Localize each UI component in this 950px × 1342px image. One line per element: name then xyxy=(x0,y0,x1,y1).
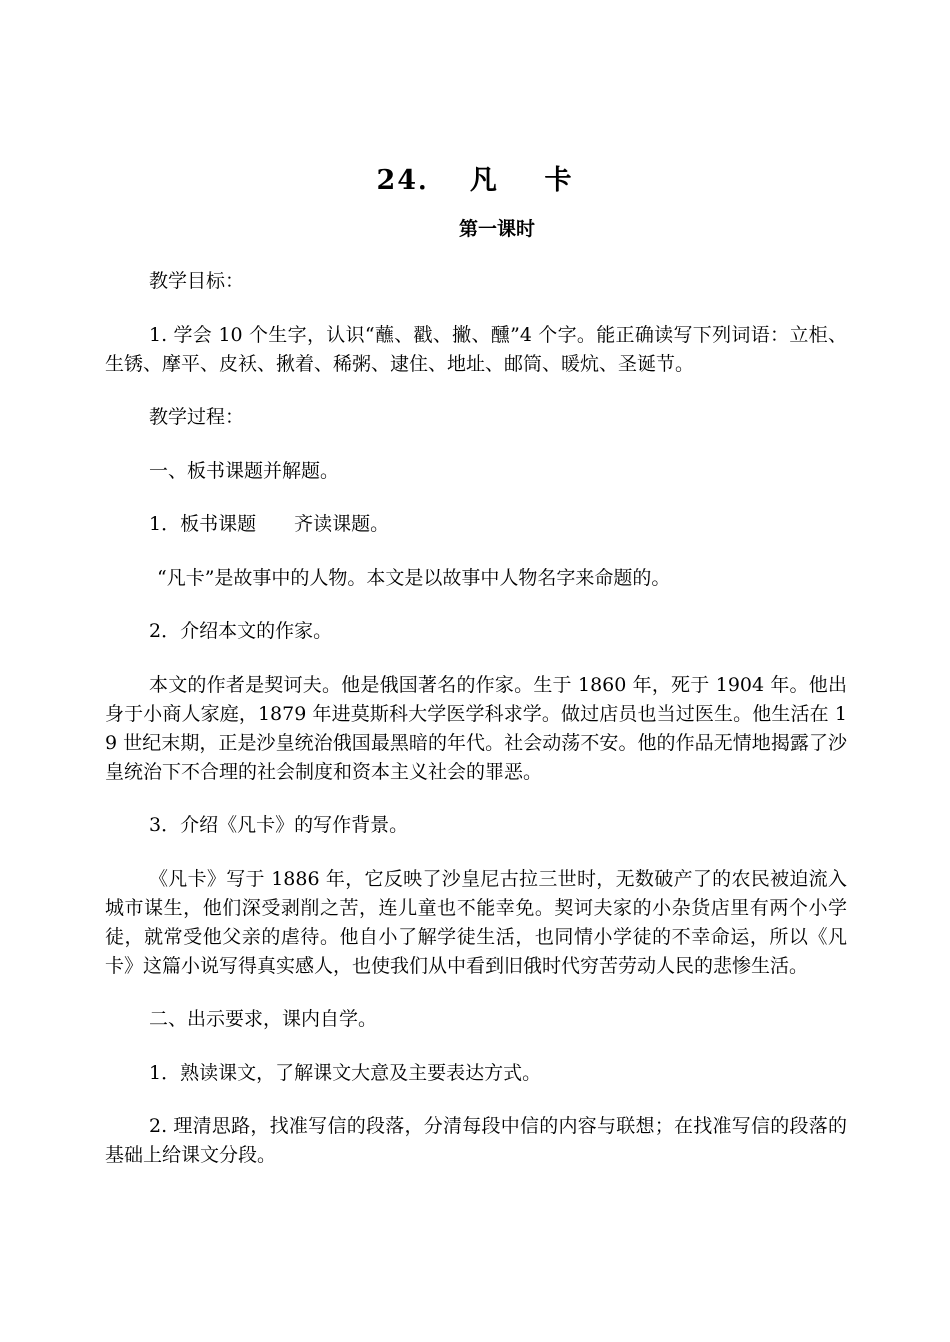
step-2-item-2: 2. 理清思路，找准写信的段落，分清每段中信的内容与联想；在找准写信的段落的基础上给课文分段。 xyxy=(105,1115,847,1166)
title-explanation: “凡卡”是故事中的人物。本文是以故事中人物名字来命题的。 xyxy=(157,566,671,589)
section-heading-process: 教学过程： xyxy=(149,406,245,428)
lesson-subtitle: 第一课时 xyxy=(458,218,535,240)
step-2-item-1: 1．熟读课文，了解课文大意及主要表达方式。 xyxy=(149,1061,542,1084)
step-heading-2: 二、出示要求，课内自学。 xyxy=(149,1008,378,1030)
step-heading-1: 一、板书课题并解题。 xyxy=(149,459,340,482)
step-1-item-3: 3．介绍《凡卡》的写作背景。 xyxy=(149,814,409,836)
step-1-item-2: 2．介绍本文的作家。 xyxy=(149,620,333,642)
lesson-title: 24． 凡 卡 xyxy=(376,165,574,197)
author-introduction: 本文的作者是契诃夫。他是俄国著名的作家。生于 1860 年，死于 1904 年。他出身于小商人家庭，1879 年进莫斯科大学医学科求学。做过店员也当过医生。他生活在 19 世纪末期，正是沙皇统治俄国最黑暗的年代。社会动荡不安。他的作品无情地揭露了沙皇统治下不合理的社会制度和资本主义社会的罪恶。 xyxy=(105,673,847,783)
objective-item-1: 1. 学会 10 个生字，认识“蘸、戳、撇、醺”4 个字。能正确读写下列词语：立柜、生锈、摩平、皮袄、揪着、稀粥、逮住、地址、邮筒、暖炕、圣诞节。 xyxy=(105,323,847,375)
step-1-item-1: 1．板书课题 齐读课题。 xyxy=(149,513,390,535)
background-introduction: 《凡卡》写于 1886 年，它反映了沙皇尼古拉三世时，无数破产了的农民被迫流入城市谋生，他们深受剥削之苦，连儿童也不能幸免。契诃夫家的小杂货店里有两个小学徒，就常受他父亲的虐待。他自小了解学徒生活，也同情小学徒的不幸命运，所以《凡卡》这篇小说写得真实感人，也使我们从中看到旧俄时代穷苦劳动人民的悲惨生活。 xyxy=(105,867,847,977)
lesson-body xyxy=(105,267,847,1195)
section-heading-objectives: 教学目标： xyxy=(149,270,245,292)
